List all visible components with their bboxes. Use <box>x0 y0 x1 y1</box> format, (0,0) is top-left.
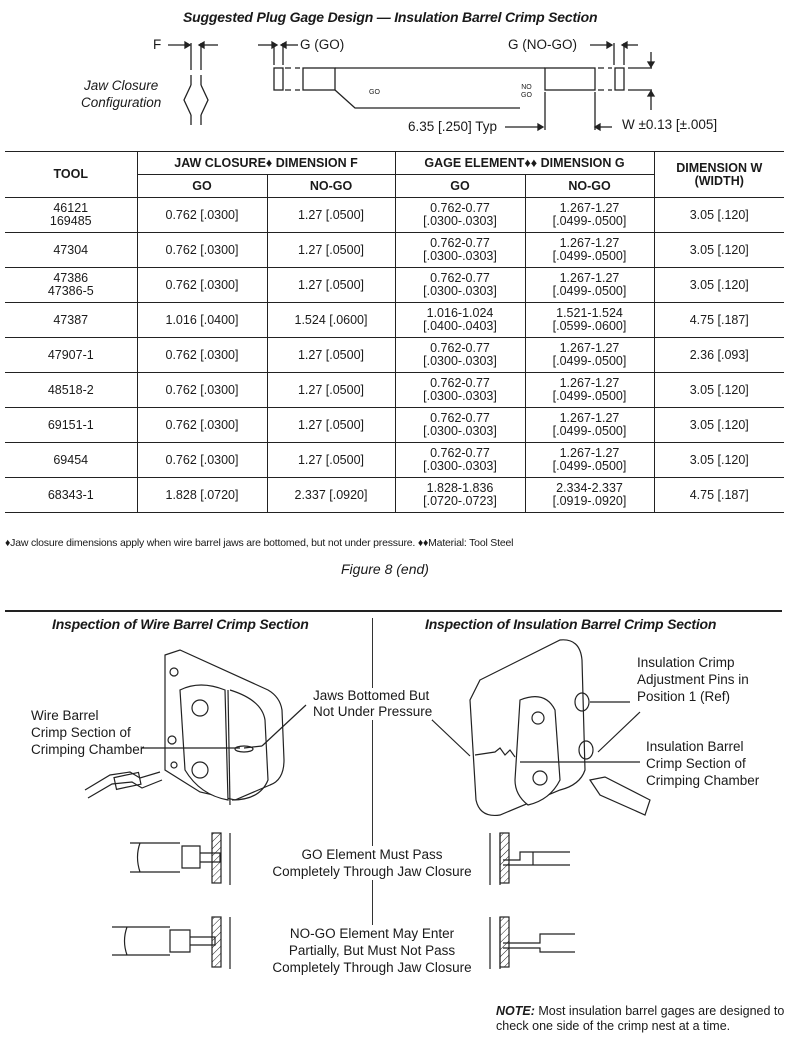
cell-text: 1.27 [.0500] <box>297 277 365 292</box>
insulation-barrel-label <box>646 738 759 789</box>
cell-text: [.0499-.0500] <box>552 249 627 263</box>
cell-text: 1.521-1.524 <box>556 306 623 320</box>
insulation-barrel-title: Inspection of Insulation Barrel Crimp Section <box>425 616 717 632</box>
cell-text: 0.762 [.0300] <box>165 242 239 257</box>
wire-barrel-line3: Crimping Chamber <box>31 742 145 757</box>
nogo-element-text <box>272 925 472 976</box>
cell-text: 1.27 [.0500] <box>297 242 365 257</box>
note-text: Most insulation barrel gages are designed to check one side of the crimp nest at a time. <box>496 1004 785 1033</box>
cell-text: 47907-1 <box>47 347 94 362</box>
cell-text: 47386-5 <box>47 284 94 298</box>
nogo-text-line3: Completely Through Jaw Closure <box>272 960 472 975</box>
cell-text: 2.334-2.337 <box>556 481 623 495</box>
go-text-line1: GO Element Must Pass <box>301 847 443 862</box>
ins-line2: Crimp Section of <box>646 756 746 771</box>
cell-text: 1.27 [.0500] <box>297 347 365 362</box>
cell-text: 2.36 [.093] <box>689 347 749 362</box>
cell-text: [.0300-.0303] <box>423 284 497 298</box>
figure-caption: Figure 8 (end) <box>341 561 429 577</box>
header-g-go: GO <box>395 175 525 198</box>
cell-text: [.0919-.0920] <box>552 494 627 508</box>
ins-line1: Insulation Barrel <box>646 739 744 754</box>
header-gage-element: GAGE ELEMENT♦♦ DIMENSION G <box>395 152 654 175</box>
header-f-nogo: NO-GO <box>267 175 395 198</box>
cell-text: 47304 <box>53 242 89 257</box>
cell-text: [.0499-.0500] <box>552 354 627 368</box>
cell-text: [.0499-.0500] <box>552 459 627 473</box>
cell-text: 1.27 [.0500] <box>297 417 365 432</box>
cell-text: 1.267-1.27 <box>559 411 620 425</box>
cell-text: [.0300-.0303] <box>423 459 497 473</box>
jaws-bottomed-label <box>313 688 432 720</box>
wire-barrel-line2: Crimp Section of <box>31 725 131 740</box>
cell-text: 0.762 [.0300] <box>165 277 239 292</box>
jaw-closure-line1: Jaw Closure <box>84 78 159 93</box>
cell-text: 47387 <box>53 312 89 327</box>
cell-text: 0.762-0.77 <box>430 446 490 460</box>
cell-text: [.0499-.0500] <box>552 424 627 438</box>
cell-text: 3.05 [.120] <box>689 242 749 257</box>
header-tool: TOOL <box>5 152 137 198</box>
g-nogo-label: G (NO-GO) <box>508 37 577 52</box>
cell-text: 1.267-1.27 <box>559 201 620 215</box>
cell-text: [.0599-.0600] <box>552 319 627 333</box>
cell-text: 1.27 [.0500] <box>297 207 365 222</box>
cell-text: 47386 <box>53 271 89 285</box>
cell-text: 1.27 [.0500] <box>297 382 365 397</box>
header-f-go: GO <box>137 175 267 198</box>
cell-text: 0.762-0.77 <box>430 341 490 355</box>
cell-text: [.0300-.0303] <box>423 249 497 263</box>
cell-text: 0.762-0.77 <box>430 376 490 390</box>
pins-line3: Position 1 (Ref) <box>637 689 731 704</box>
pins-line1: Insulation Crimp <box>637 655 735 670</box>
cell-text: 0.762 [.0300] <box>165 452 239 467</box>
cell-text: 1.267-1.27 <box>559 446 620 460</box>
cell-text: 69151-1 <box>47 417 94 432</box>
cell-text: 46121 <box>53 201 89 215</box>
g-go-label: G (GO) <box>300 37 345 52</box>
plug-gage-title: Suggested Plug Gage Design — Insulation Barrel Crimp Section <box>183 9 598 25</box>
cell-text: [.0300-.0303] <box>423 214 497 228</box>
cell-text: 2.337 [.0920] <box>294 487 368 502</box>
cell-text: [.0499-.0500] <box>552 284 627 298</box>
header-jaw-closure: JAW CLOSURE♦ DIMENSION F <box>137 152 395 175</box>
cell-text: 169485 <box>49 214 92 228</box>
jaws-line2: Not Under Pressure <box>313 704 433 719</box>
go-text-line2: Completely Through Jaw Closure <box>272 864 472 879</box>
cell-text: 1.828 [.0720] <box>165 487 239 502</box>
inspection-note <box>496 1004 786 1034</box>
cell-text: 1.524 [.0600] <box>294 312 368 327</box>
cell-text: 0.762-0.77 <box>430 411 490 425</box>
cell-text: 1.267-1.27 <box>559 236 620 250</box>
cell-text: 1.267-1.27 <box>559 341 620 355</box>
wire-barrel-title: Inspection of Wire Barrel Crimp Section <box>52 616 309 632</box>
table-footnote: ♦Jaw closure dimensions apply when wire barrel jaws are bottomed, but not under pressure. ♦♦Material: Tool Steel <box>5 537 514 549</box>
typ-dim-label: 6.35 [.250] Typ <box>408 119 498 134</box>
cell-text: 4.75 [.187] <box>689 312 749 327</box>
cell-text: 48518-2 <box>47 382 94 397</box>
nogo-small-line1: NO <box>521 84 532 91</box>
go-small-label: GO <box>369 89 380 96</box>
cell-text: [.0499-.0500] <box>552 389 627 403</box>
cell-text: 1.27 [.0500] <box>297 452 365 467</box>
jaws-line1: Jaws Bottomed But <box>313 688 430 703</box>
cell-text: 1.016-1.024 <box>426 306 494 320</box>
cell-text: [.0720-.0723] <box>423 494 497 508</box>
w-dim-label: W ±0.13 [±.005] <box>622 117 718 132</box>
pins-line2: Adjustment Pins in <box>637 672 749 687</box>
cell-text: 1.828-1.836 <box>426 481 494 495</box>
cell-text: 0.762 [.0300] <box>165 207 239 222</box>
cell-text: 4.75 [.187] <box>689 487 749 502</box>
go-element-text <box>272 846 472 880</box>
wire-barrel-line1: Wire Barrel <box>31 708 99 723</box>
cell-text: 0.762-0.77 <box>430 201 490 215</box>
note-label: NOTE: <box>496 1004 535 1018</box>
adjustment-pins-label <box>637 654 749 705</box>
cell-text: [.0499-.0500] <box>552 214 627 228</box>
f-dim-label: F <box>153 37 162 52</box>
cell-text: 3.05 [.120] <box>689 277 749 292</box>
header-g-nogo: NO-GO <box>525 175 654 198</box>
header-dim-w-line1: DIMENSION W <box>676 160 763 175</box>
jaw-closure-line2: Configuration <box>81 95 162 110</box>
cell-text: 3.05 [.120] <box>689 417 749 432</box>
cell-text: 1.016 [.0400] <box>165 312 239 327</box>
cell-text: [.0300-.0303] <box>423 354 497 368</box>
cell-text: [.0300-.0303] <box>423 424 497 438</box>
cell-text: 68343-1 <box>47 487 94 502</box>
cell-text: [.0300-.0303] <box>423 389 497 403</box>
nogo-text-line1: NO-GO Element May Enter <box>289 926 455 941</box>
cell-text: 3.05 [.120] <box>689 207 749 222</box>
header-dim-w-line2: (WIDTH) <box>694 173 744 188</box>
cell-text: 0.762 [.0300] <box>165 347 239 362</box>
nogo-text-line2: Partially, But Must Not Pass <box>288 943 456 958</box>
cell-text: 1.267-1.27 <box>559 271 620 285</box>
cell-text: 0.762-0.77 <box>430 236 490 250</box>
cell-text: 0.762 [.0300] <box>165 417 239 432</box>
cell-text: [.0400-.0403] <box>423 319 497 333</box>
cell-text: 1.267-1.27 <box>559 376 620 390</box>
ins-line3: Crimping Chamber <box>646 773 760 788</box>
wire-barrel-label <box>31 707 144 758</box>
cell-text: 69454 <box>53 452 89 467</box>
cell-text: 0.762-0.77 <box>430 271 490 285</box>
cell-text: 3.05 [.120] <box>689 452 749 467</box>
nogo-small-line2: GO <box>521 92 532 99</box>
cell-text: 3.05 [.120] <box>689 382 749 397</box>
cell-text: 0.762 [.0300] <box>165 382 239 397</box>
